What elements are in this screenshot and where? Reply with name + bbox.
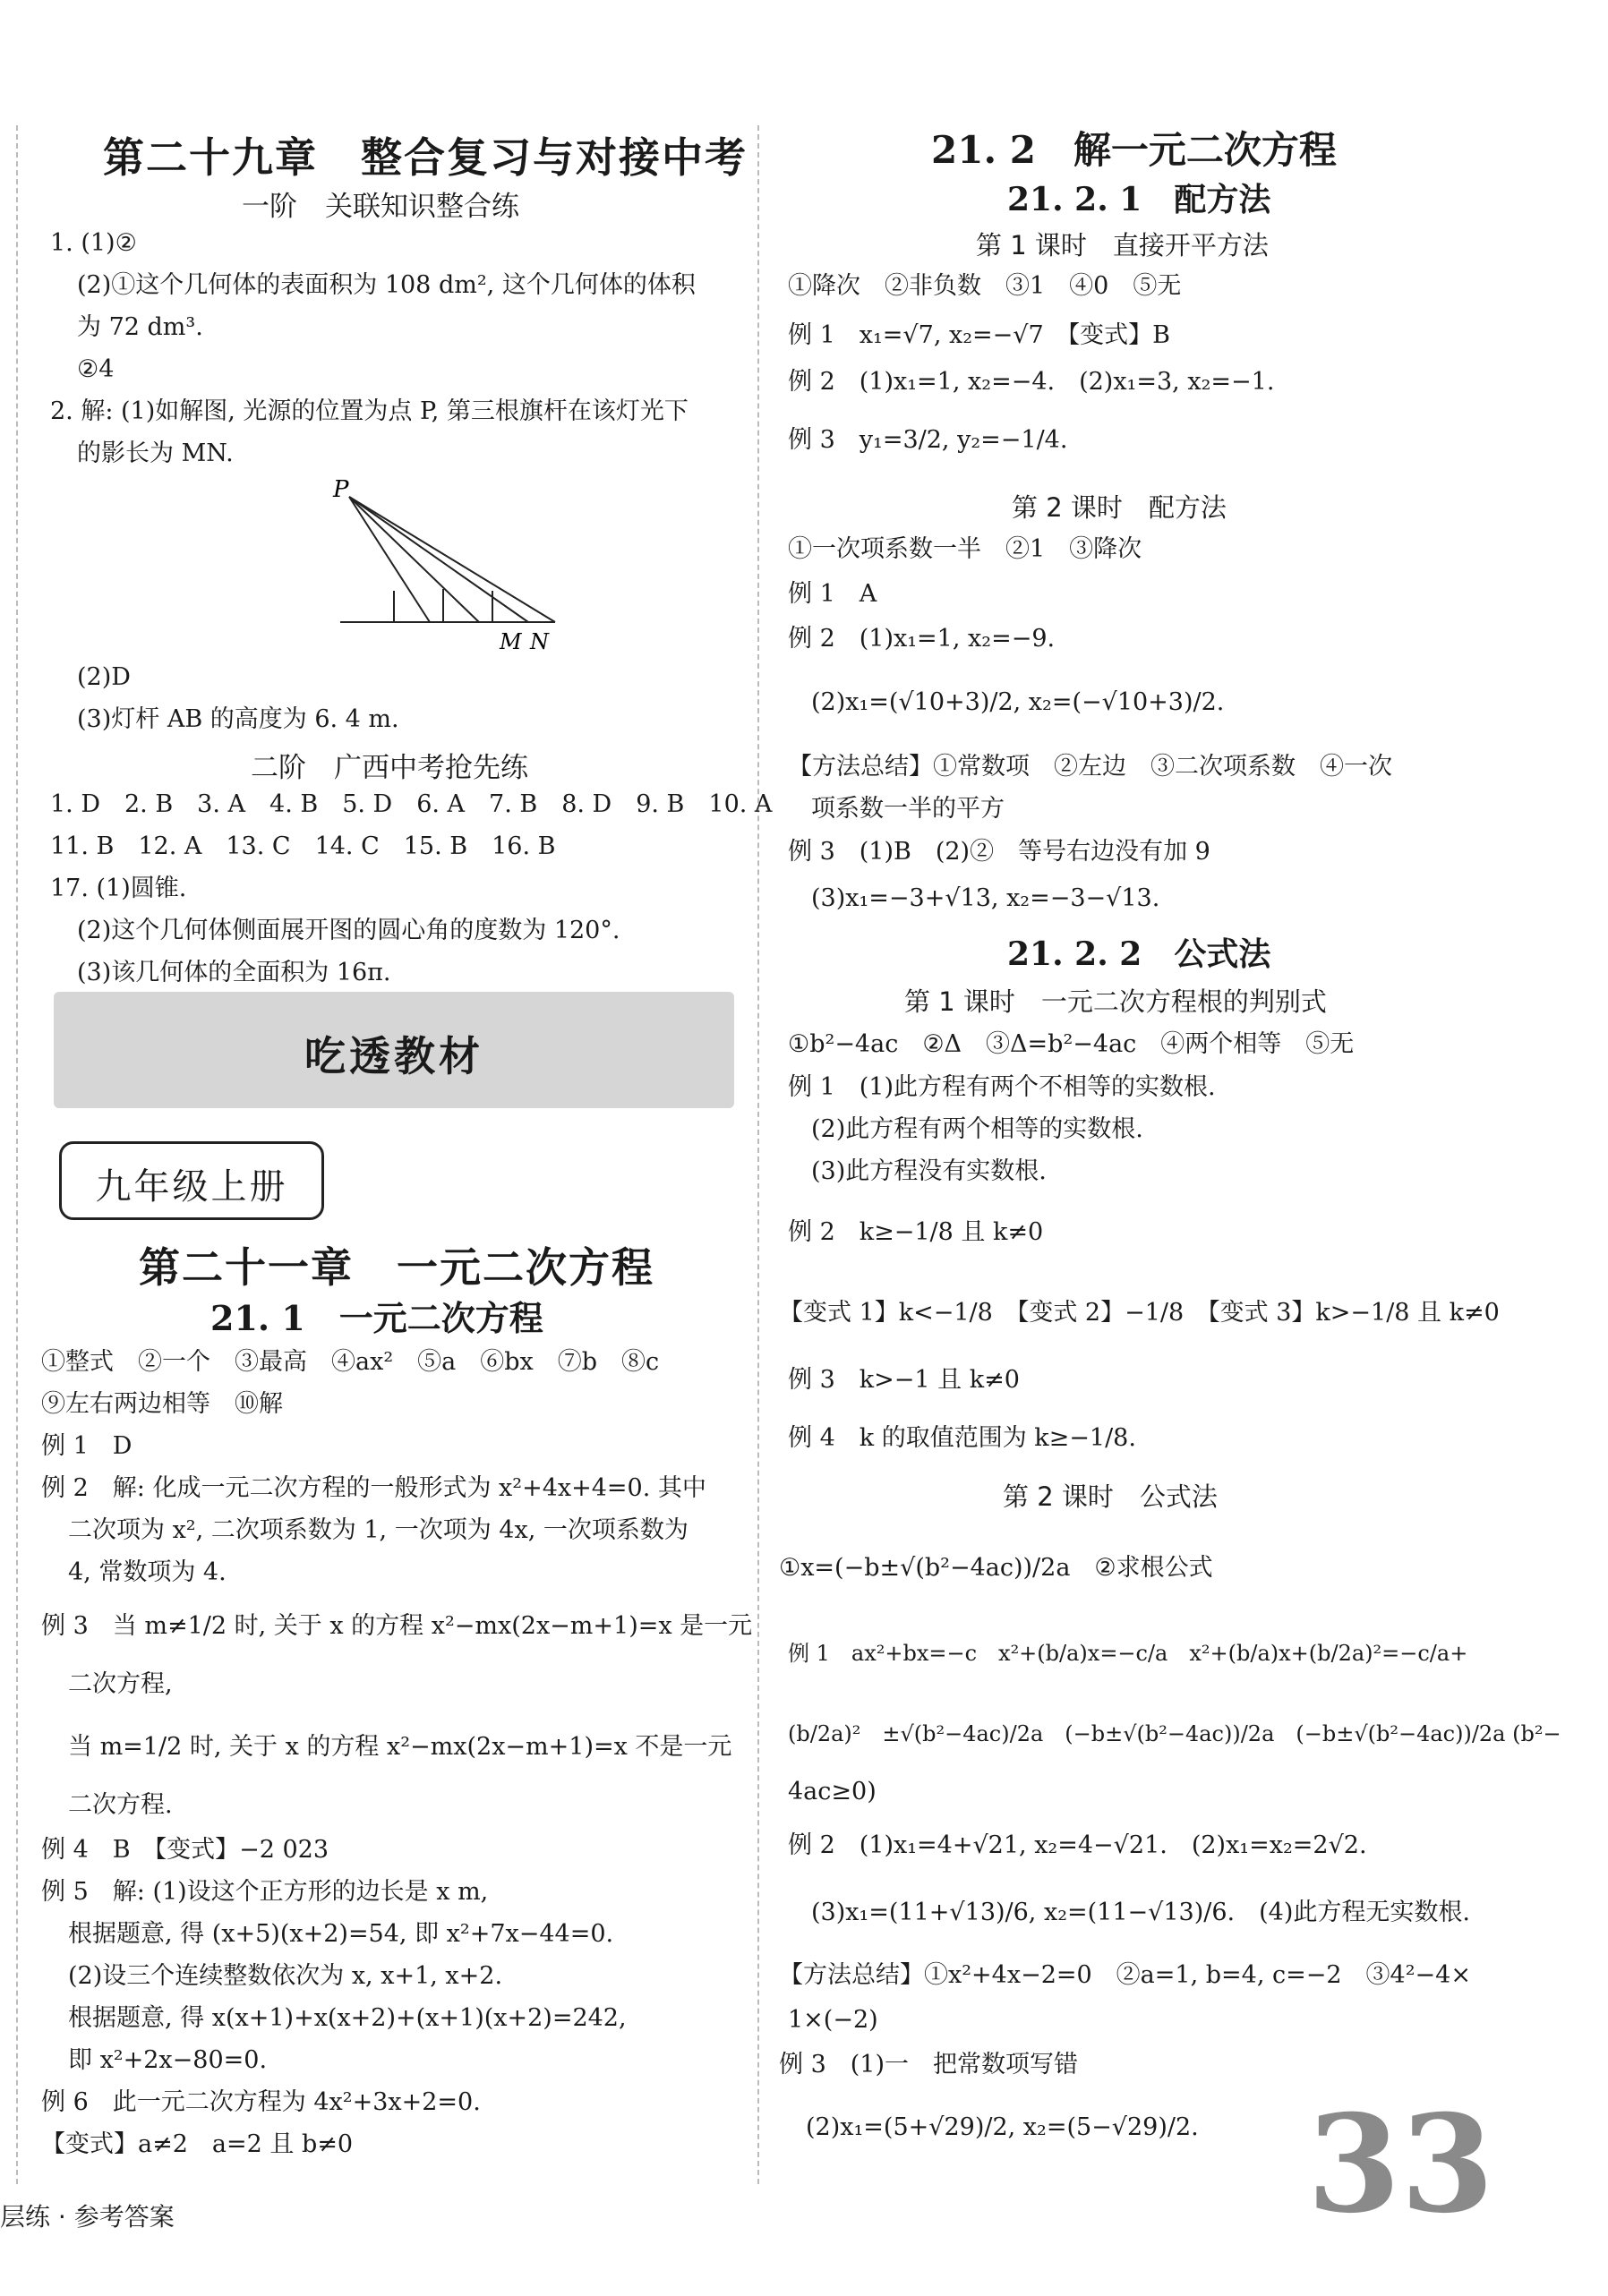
answer-line: 4ac≥0) [788, 1778, 877, 1805]
answer-line: (2)此方程有两个相等的实数根. [811, 1115, 1143, 1143]
answer-line: 例 1 D [41, 1432, 133, 1460]
answer-line: (b/2a)² ±√(b²−4ac)/2a (−b±√(b²−4ac))/2a (−b±√(b²−4ac))/2a (b²− [788, 1721, 1561, 1746]
stage-2-title: 二阶 广西中考抢先练 [251, 752, 528, 784]
answer-line: 例 3 (1)B (2)② 等号右边没有加 9 [788, 838, 1210, 866]
point-p-label: P [333, 476, 349, 503]
light-shadow-figure [287, 470, 573, 658]
answer-line: ⑨左右两边相等 ⑩解 [41, 1390, 283, 1418]
point-n-label: N [530, 629, 549, 654]
answer-line: 例 2 k≥−1/8 且 k≠0 [788, 1218, 1044, 1246]
answer-line: ①一次项系数一半 ②1 ③降次 [788, 535, 1142, 563]
answer-line: 例 2 (1)x₁=4+√21, x₂=4−√21. (2)x₁=x₂=2√2. [788, 1831, 1367, 1859]
section-21-2-title: 21. 2 解一元二次方程 [931, 128, 1337, 172]
answer-line: 例 1 A [788, 580, 877, 608]
answer-line: 项系数一半的平方 [811, 795, 1005, 823]
answer-line: 二次项为 x², 二次项系数为 1, 一次项为 4x, 一次项系数为 [68, 1516, 689, 1544]
lesson-2-title: 第 2 课时 配方法 [1012, 492, 1227, 523]
answer-line: 【变式】a≠2 a=2 且 b≠0 [41, 2130, 354, 2158]
answer-line: (2)D [77, 663, 131, 691]
lesson-1-title: 第 1 课时 直接开平方法 [976, 230, 1269, 260]
grade-label-box [59, 1141, 324, 1220]
answer-line: 2. 解: (1)如解图, 光源的位置为点 P, 第三根旗杆在该灯光下 [50, 397, 689, 425]
answer-line: 11. B 12. A 13. C 14. C 15. B 16. B [50, 832, 556, 860]
answer-line: 二次方程. [68, 1791, 173, 1819]
answer-line: 的影长为 MN. [77, 440, 234, 467]
answer-line: 17. (1)圆锥. [50, 875, 187, 902]
left-margin-rule [16, 125, 18, 2184]
answer-line: (2)这个几何体侧面展开图的圆心角的度数为 120°. [77, 917, 620, 944]
answer-line: 例 1 (1)此方程有两个不相等的实数根. [788, 1073, 1216, 1101]
column-divider [757, 125, 759, 2184]
answer-line: 【方法总结】①x²+4x−2=0 ②a=1, b=4, c=−2 ③4²−4× [779, 1961, 1471, 1989]
answer-line: 4, 常数项为 4. [68, 1558, 227, 1586]
lesson-4-title: 第 2 课时 公式法 [1003, 1481, 1218, 1512]
answer-line: 例 2 (1)x₁=1, x₂=−9. [788, 625, 1056, 653]
answer-line: 二次方程, [68, 1670, 173, 1698]
chapter-29-title: 第二十九章 整合复习与对接中考 [103, 133, 748, 182]
lesson-3-title: 第 1 课时 一元二次方程根的判别式 [904, 986, 1327, 1017]
answer-line: 为 72 dm³. [77, 313, 203, 341]
answer-line: 1. D 2. B 3. A 4. B 5. D 6. A 7. B 8. D 9. B 10. A [50, 790, 773, 818]
grade-label: 九年级上册 [95, 1166, 288, 1208]
answer-line: 例 3 k>−1 且 k≠0 [788, 1366, 1020, 1394]
answer-line: ②4 [77, 355, 115, 383]
answer-line: 例 4 B 【变式】−2 023 [41, 1836, 329, 1864]
answer-line: 根据题意, 得 (x+5)(x+2)=54, 即 x²+7x−44=0. [68, 1920, 614, 1948]
answer-line: (2)①这个几何体的表面积为 108 dm², 这个几何体的体积 [77, 271, 696, 299]
chapter-21-title: 第二十一章 一元二次方程 [139, 1243, 654, 1292]
answer-line: 1×(−2) [788, 2006, 878, 2034]
answer-line: ①降次 ②非负数 ③1 ④0 ⑤无 [788, 272, 1182, 300]
page-footer: 层练 · 参考答案 [0, 2202, 175, 2232]
answer-line: ①x=(−b±√(b²−4ac))/2a ②求根公式 [779, 1554, 1213, 1582]
banner-title: 吃透教材 [304, 1032, 483, 1080]
answer-line: 例 5 解: (1)设这个正方形的边长是 x m, [41, 1878, 489, 1906]
page-number: 33 [1307, 2086, 1494, 2243]
answer-line: ①整式 ②一个 ③最高 ④ax² ⑤a ⑥bx ⑦b ⑧c [41, 1348, 660, 1376]
answer-line: 例 2 (1)x₁=1, x₂=−4. (2)x₁=3, x₂=−1. [788, 368, 1275, 396]
section-21-2-1-title: 21. 2. 1 配方法 [1007, 181, 1271, 218]
point-m-label: M [500, 629, 522, 654]
answer-line: 【方法总结】①常数项 ②左边 ③二次项系数 ④一次 [788, 753, 1392, 781]
answer-line: 例 3 y₁=3/2, y₂=−1/4. [788, 426, 1068, 454]
answer-line: 即 x²+2x−80=0. [68, 2046, 268, 2074]
section-21-1-title: 21. 1 一元二次方程 [210, 1298, 543, 1338]
answer-line: 例 4 k 的取值范围为 k≥−1/8. [788, 1424, 1136, 1452]
answer-line: 例 3 当 m≠1/2 时, 关于 x 的方程 x²−mx(2x−m+1)=x 是一元 [41, 1612, 753, 1640]
answer-line: 例 6 此一元二次方程为 4x²+3x+2=0. [41, 2088, 481, 2116]
section-banner [54, 992, 734, 1108]
answer-line: (3)此方程没有实数根. [811, 1157, 1047, 1185]
answer-line: (3)灯杆 AB 的高度为 6. 4 m. [77, 705, 399, 733]
answer-line: 当 m=1/2 时, 关于 x 的方程 x²−mx(2x−m+1)=x 不是一元 [68, 1733, 732, 1761]
answer-line: (2)x₁=(√10+3)/2, x₂=(−√10+3)/2. [811, 688, 1225, 716]
answer-line: (3)x₁=−3+√13, x₂=−3−√13. [811, 884, 1160, 912]
answer-line: 根据题意, 得 x(x+1)+x(x+2)+(x+1)(x+2)=242, [68, 2004, 627, 2032]
section-21-2-2-title: 21. 2. 2 公式法 [1007, 935, 1271, 973]
answer-line: (2)设三个连续整数依次为 x, x+1, x+2. [68, 1962, 503, 1990]
stage-1-title: 一阶 关联知识整合练 [242, 191, 519, 223]
answer-line: ①b²−4ac ②Δ ③Δ=b²−4ac ④两个相等 ⑤无 [788, 1030, 1355, 1058]
answer-line: 【变式 1】k<−1/8 【变式 2】−1/8 【变式 3】k>−1/8 且 k≠0 [779, 1299, 1500, 1327]
answer-line: 例 2 解: 化成一元二次方程的一般形式为 x²+4x+4=0. 其中 [41, 1474, 706, 1502]
answer-line: (3)该几何体的全面积为 16π. [77, 959, 391, 986]
answer-line: 例 3 (1)一 把常数项写错 [779, 2051, 1079, 2078]
answer-line: 例 1 ax²+bx=−c x²+(b/a)x=−c/a x²+(b/a)x+(b/2a)²=−c/a+ [788, 1641, 1468, 1666]
answer-line: 1. (1)② [50, 229, 137, 257]
answer-line: 例 1 x₁=√7, x₂=−√7 【变式】B [788, 321, 1171, 349]
answer-line: (2)x₁=(5+√29)/2, x₂=(5−√29)/2. [806, 2113, 1199, 2141]
answer-line: (3)x₁=(11+√13)/6, x₂=(11−√13)/6. (4)此方程无实数根. [811, 1899, 1470, 1926]
